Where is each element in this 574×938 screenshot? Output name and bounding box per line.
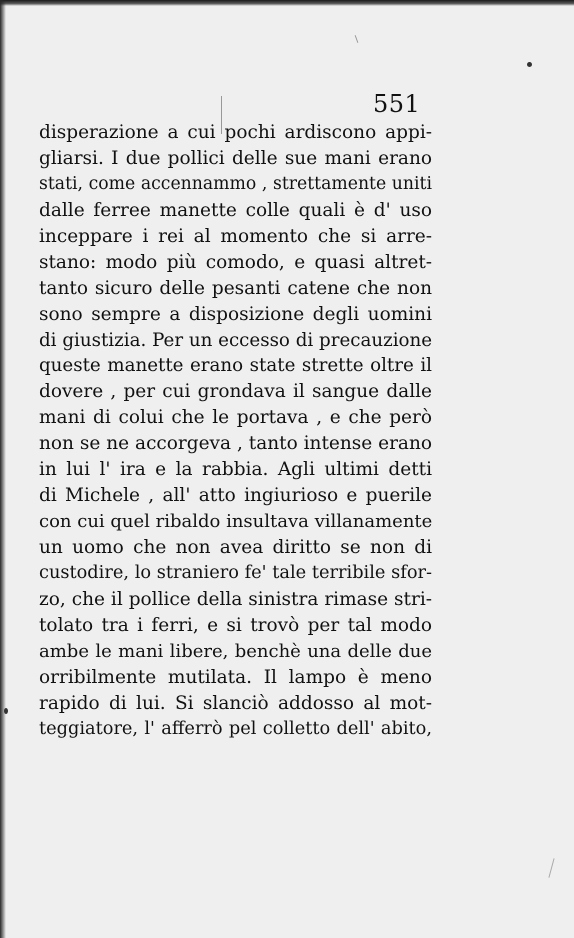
- text-line: zo, che il pollice della sinistra rimase stri-: [39, 588, 432, 610]
- text-line: non se ne accorgeva , tanto intense erano: [39, 433, 432, 455]
- body-text: [39, 120, 432, 743]
- text-line: stano: modo più comodo, e quasi altret-: [39, 251, 432, 273]
- page-top-edge: [0, 0, 574, 6]
- page-left-edge: [0, 0, 6, 938]
- text-line: orribilmente mutilata. Il lampo è meno: [39, 666, 432, 688]
- text-line: mani di colui che le portava , e che però: [39, 407, 432, 429]
- text-line: gliarsi. I due pollici delle sue mani erano: [39, 147, 432, 169]
- scan-speck: [4, 708, 8, 714]
- text-line: inceppare i rei al momento che si arre-: [39, 225, 432, 247]
- text-line: queste manette erano state strette oltre il: [39, 355, 432, 377]
- scan-mark: [355, 35, 359, 43]
- text-line: dovere , per cui grondava il sangue dalle: [39, 381, 432, 403]
- text-line: ambe le mani libere, benchè una delle due: [39, 640, 432, 662]
- scan-mark: [548, 858, 554, 878]
- text-line: custodire, lo straniero fe' tale terribile sfor-: [39, 562, 432, 583]
- text-line: con cui quel ribaldo insultava villanamente: [39, 511, 433, 533]
- text-line: di Michele , all' atto ingiurioso e puerile: [39, 485, 432, 507]
- text-line: un uomo che non avea diritto se non di: [39, 537, 432, 558]
- text-line: dalle ferree manette colle quali è d' uso: [39, 199, 432, 221]
- text-line: tanto sicuro delle pesanti catene che non: [39, 277, 432, 299]
- text-line: rapido di lui. Si slanciò addosso al mot-: [39, 692, 432, 714]
- text-line: disperazione a cui pochi ardiscono appi-: [39, 122, 432, 143]
- page-number: 551: [373, 90, 421, 118]
- text-line: in lui l' ira e la rabbia. Agli ultimi detti: [39, 459, 432, 481]
- text-line: sono sempre a disposizione degli uomini: [39, 303, 432, 325]
- text-line: di giustizia. Per un eccesso di precauzione: [39, 329, 433, 351]
- scan-speck: [527, 62, 532, 67]
- text-line: teggiatore, l' afferrò pel colletto dell' abito,: [39, 718, 432, 739]
- text-line: tolato tra i ferri, e si trovò per tal modo: [39, 614, 432, 636]
- text-line: stati, come accennammo , strettamente uniti: [39, 173, 432, 194]
